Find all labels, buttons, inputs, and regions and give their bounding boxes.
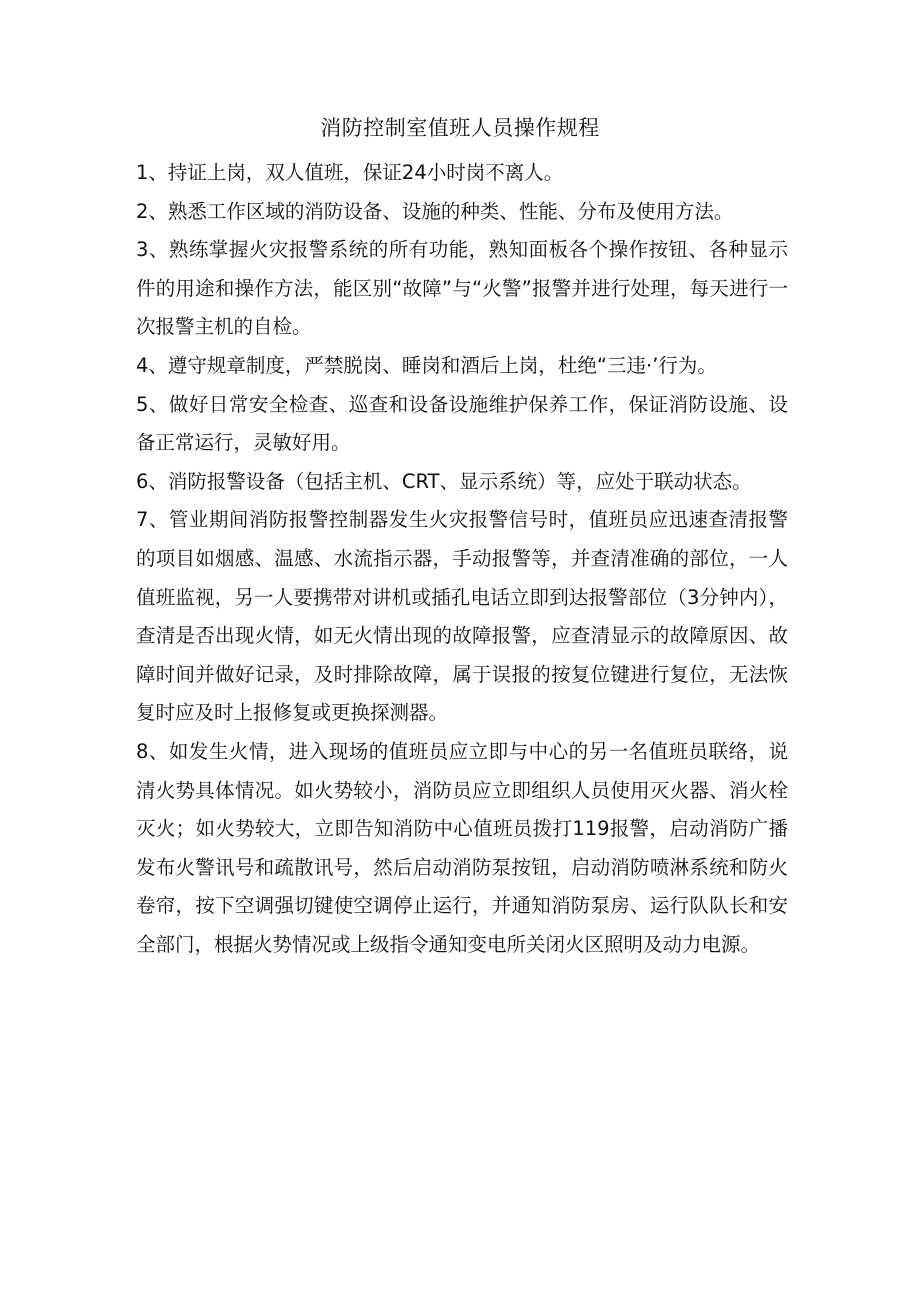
paragraph-4: 4、遵守规章制度，严禁脱岗、睡岗和酒后上岗，杜绝“三违·’行为。 bbox=[136, 353, 717, 377]
paragraph-8: 8、如发生火情，进入现场的值班员应立即与中心的另一名值班员联络，说清火势具体情况。如火势较小，消防员应立即组织人员使用灭火器、消火栓灭火；如火势较大，立即告知消防中心值班员拨打119报警，启动消防广播发布火警讯号和疏散讯号，然后启动消防泵按钮，启动消防喷淋系统和防火卷帘，按下空调强切键使空调停止运行，并通知消防泵房、运行队队长和安全部门，根据火势情况或上级指令通知变电所关闭火区照明及动力电源。 bbox=[136, 739, 788, 956]
paragraph-2: 2、熟悉工作区域的消防设备、设施的种类、性能、分布及使用方法。 bbox=[136, 199, 734, 223]
paragraph-7: 7、管业期间消防报警控制器发生火灾报警信号时，值班员应迅速查清报警的项目如烟感、温感、水流指示器，手动报警等，并查清准确的部位，一人值班监视，另一人要携带对讲机或插孔电话立即到达报警部位（3分钟内），查清是否出现火情，如无火情出现的故障报警，应查清显示的故障原因、故障时间并做好记录，及时排除故障，属于误报的按复位键进行复位，无法恢复时应及时上报修复或更换探测器。 bbox=[136, 508, 788, 725]
paragraph-3: 3、熟练掌握火灾报警系统的所有功能，熟知面板各个操作按钮、各种显示件的用途和操作方法，能区别“故障”与“火警”报警并进行处理，每天进行一次报警主机的自检。 bbox=[136, 238, 788, 339]
document-title: 消防控制室值班人员操作规程 bbox=[320, 116, 600, 140]
paragraph-5: 5、做好日常安全检查、巡查和设备设施维护保养工作，保证消防设施、设备正常运行，灵敏好用。 bbox=[136, 392, 788, 455]
paragraph-6: 6、消防报警设备（包括主机、CRT、显示系统）等，应处于联动状态。 bbox=[136, 469, 752, 493]
paragraph-1: 1、持证上岗，双人值班，保证24小时岗不离人。 bbox=[136, 161, 564, 184]
document-body bbox=[136, 154, 788, 964]
